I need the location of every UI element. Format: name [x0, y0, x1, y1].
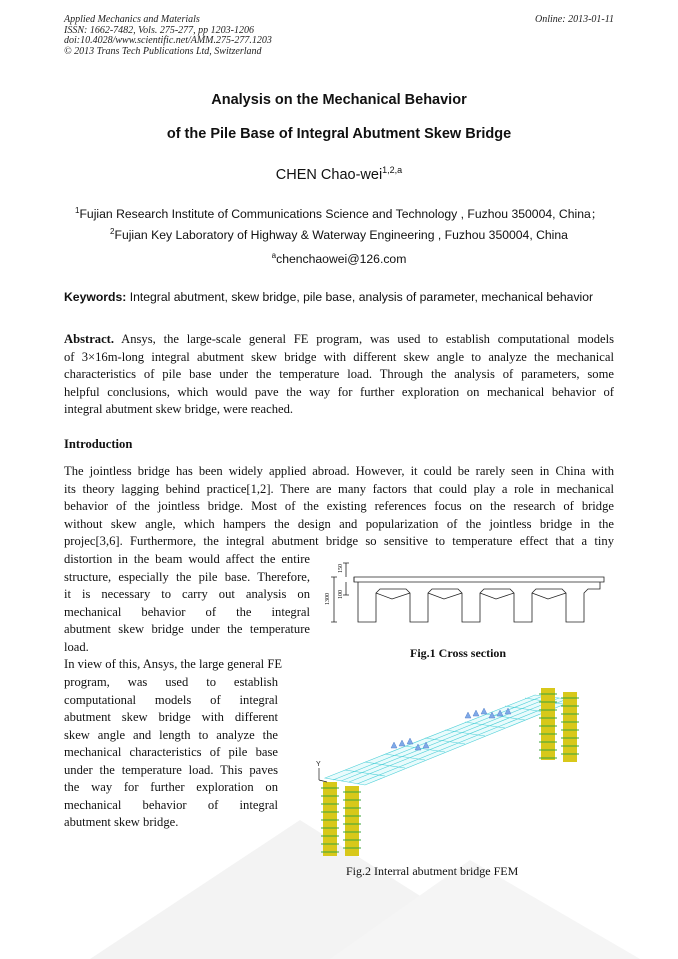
intro-line: distortion in the beam would affect the entire [64, 552, 310, 566]
copyright-line: © 2013 Trans Tech Publications Ltd, Switzerland [64, 45, 262, 57]
journal-name: Applied Mechanics and Materials [64, 14, 200, 25]
dim-label: 150 [338, 564, 344, 573]
abstract-label: Abstract. [64, 332, 115, 346]
cross-section-figure [318, 555, 614, 640]
email-sup: a [271, 250, 277, 260]
fem-model-figure [305, 670, 605, 860]
paper-title-line1: Analysis on the Mechanical Behavior [211, 92, 467, 108]
intro-line: computational models of integral [64, 692, 278, 707]
intro-line: program, was used to establish [64, 675, 278, 689]
affiliation-2-text: Fujian Key Laboratory of Highway & Waterway Engineering , Fuzhou 350004, China [114, 228, 568, 242]
abstract-line: helpful conclusions, which would pave the way for further exploration on mechanical behavior of [64, 384, 614, 399]
intro-line: abutment skew bridge with different [64, 710, 278, 724]
intro-paragraph [64, 463, 614, 551]
affiliation-1-sup: 1 [75, 205, 80, 215]
issn-line: ISSN: 1662-7482, Vols. 275-277, pp 1203-1206 [64, 24, 254, 36]
abstract-line: characteristics of pile base under the temperature load. Through the analysis of parameters, some [64, 367, 614, 381]
fig2-caption: Fig.2 Interral abutment bridge FEM [346, 864, 519, 878]
doi-line: doi:10.4028/www.scientific.net/AMM.275-277.1203 [64, 35, 272, 46]
intro-line: behavior of the jointless bridge. Most of the existing references focus on the research of bridge [64, 499, 614, 513]
intro-wrap-mid [64, 551, 310, 674]
intro-line: skew angle and length to analyze the [64, 727, 278, 742]
dim-label: 1300 [325, 593, 331, 605]
fig1-caption: Fig.1 Cross section [410, 646, 507, 660]
abstract-line: Abstract. Ansys, the large-scale general FE program, was used to establish computational models [64, 332, 614, 346]
intro-heading: Introduction [64, 437, 133, 451]
keywords-text: Integral abutment, skew bridge, pile base, analysis of parameter, mechanical behavior [129, 290, 594, 304]
abstract-line: of 3×16m-long integral abutment skew bridge with different skew angle to analyze the mechanical [64, 349, 614, 364]
affiliation-2-sup: 2 [110, 226, 115, 236]
affiliation-1-text: Fujian Research Institute of Communications Science and Technology , Fuzhou 350004, China； [79, 207, 603, 221]
author-name: CHEN Chao-wei [275, 167, 383, 183]
intro-line: it is necessary to carry out analysis on [64, 587, 310, 601]
intro-wrap-narrow [64, 674, 278, 832]
abstract [64, 331, 614, 419]
intro-line: mechanical behavior of the integral [64, 604, 310, 619]
email [0, 252, 678, 266]
intro-line: projec[3,6]. Furthermore, the integral abutment bridge so sensitive to temperature effect that a tiny [64, 534, 614, 548]
journal-header [64, 15, 272, 57]
abstract-line: integral abutment skew bridge, were reached. [64, 402, 294, 416]
email-text: chenchaowei@126.com [276, 252, 407, 266]
intro-line: its theory lagging behind practice[1,2]. There are many factors that could play a role in mechanical [64, 481, 614, 496]
paper-title-line2: of the Pile Base of Integral Abutment Skew Bridge [166, 126, 512, 142]
intro-line: structure, especially the pile base. Therefore, [64, 569, 310, 584]
keywords-label: Keywords: [64, 290, 127, 304]
intro-line: mechanical behavior of integral [64, 797, 278, 812]
intro-line: the way for further exploration on [64, 780, 278, 794]
dim-label: 100 [338, 590, 344, 599]
axis-label: Y [316, 761, 321, 768]
online-date: Online: 2013-01-11 [535, 14, 614, 25]
intro-line: mechanical characteristics of pile base [64, 745, 278, 759]
author [0, 167, 678, 183]
affiliation-2 [0, 228, 678, 242]
intro-line: abutment skew bridge. [64, 815, 179, 829]
intro-line: In view of this, Ansys, the large general FE [64, 657, 283, 671]
intro-line: under the temperature load. This paves [64, 762, 278, 777]
author-sup: 1,2,a [382, 165, 403, 176]
intro-line: abutment skew bridge under the temperature [64, 622, 310, 636]
affiliation-1 [0, 205, 678, 222]
intro-line: The jointless bridge has been widely applied abroad. However, it could be rarely seen in China with [64, 464, 614, 478]
intro-line: without skew angle, which hampers the design and popularization of the jointless bridge in the [64, 516, 614, 531]
keywords [64, 290, 593, 304]
intro-line: load. [64, 639, 89, 654]
